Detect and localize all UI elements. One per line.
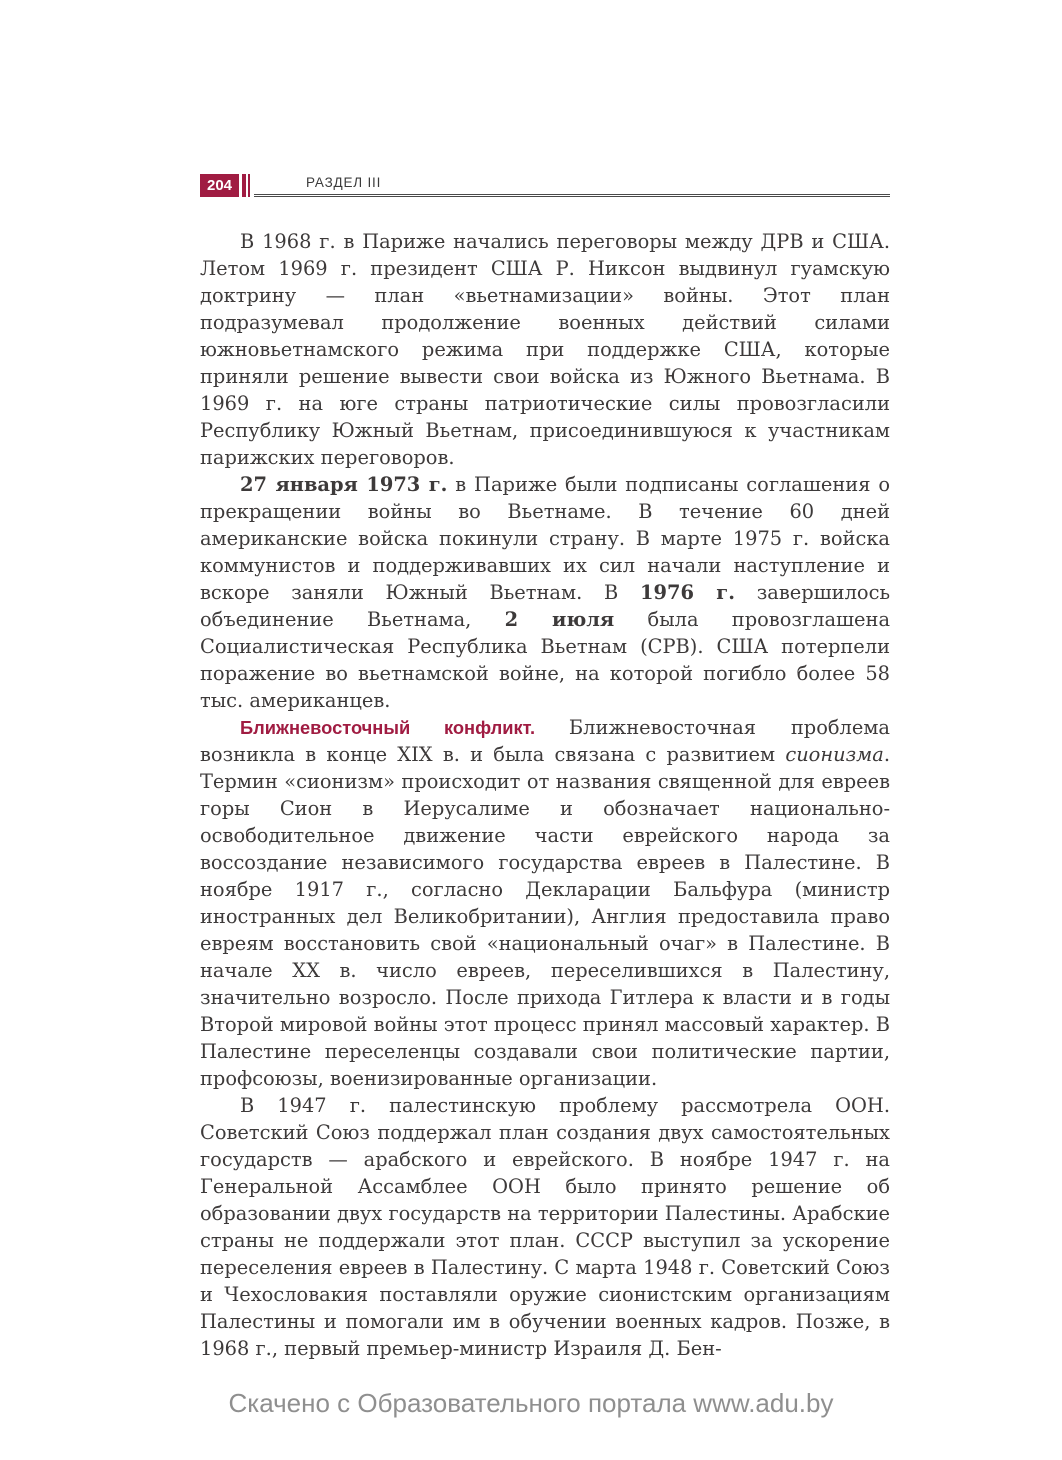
footer-watermark: Скачено с Образовательного портала www.adu.by xyxy=(228,1388,834,1418)
body-text xyxy=(200,228,890,1362)
ornament-bar-thick xyxy=(242,174,246,197)
header-ornament-bars xyxy=(242,174,250,197)
text-run: 2 июля xyxy=(504,608,615,631)
header-rule xyxy=(254,174,890,197)
text-run: 27 января 1973 г. xyxy=(240,473,448,496)
text-run: сионизма xyxy=(785,743,884,766)
run-in-heading: Ближневосточный конфликт. xyxy=(240,717,569,738)
page-header xyxy=(200,174,890,197)
page-number-badge: 204 xyxy=(200,174,239,197)
paragraph xyxy=(200,471,890,714)
text-run: в Париже были подписаны соглашения о прекращении войны во Вьетнаме. В течение 60 дней американские войска покинули страну. В марте 1975 г. войска коммунистов и поддерживавших их сил начали наступление и вскоре заняли Южный Вьетнам. В xyxy=(200,473,890,604)
paragraph xyxy=(200,1092,890,1362)
text-run: была провозглашена Социалистическая Республика Вьетнам (СРВ). США потерпели поражение во вьетнамской войне, на которой погибло более 58 тыс. американцев. xyxy=(200,608,891,712)
paragraph xyxy=(200,228,890,471)
text-run: В 1947 г. палестинскую проблему рассмотрела ООН. Советский Союз поддержал план создания двух самостоятельных государств — арабского и еврейского. В ноябре 1947 г. на Генеральной Ассамблее ООН было принято решение об образовании двух государств на территории Палестины. Арабские страны не поддержали этот план. СССР выступил за ускорение переселения евреев в Палестину. С марта 1948 г. Советский Союз и Чехословакия поставляли оружие сионистским организациям Палестины и помогали им в обучении военных кадров. Позже, в 1968 г., первый премьер-министр Израиля Д. Бен- xyxy=(200,1094,890,1360)
text-run: Ближневосточная проблема возникла в конце XIX в. и была связана с развитием xyxy=(200,716,890,766)
paragraph xyxy=(200,714,890,1092)
ornament-bar-thin xyxy=(248,174,250,197)
text-run: . Термин «сионизм» происходит от названия священной для евреев горы Сион в Иерусалиме и обозначает национально-освободительное движение части еврейского народа за воссоздание независимого государства евреев в Палестине. В ноябре 1917 г., согласно Декларации Бальфура (министр иностранных дел Великобритании), Англия предоставила право евреям восстановить свой «национальный очаг» в Палестине. В начале XX в. число евреев, переселившихся в Палестину, значительно возросло. После прихода Гитлера к власти и в годы Второй мировой войны этот процесс принял массовый характер. В Палестине переселенцы создавали свои политические партии, профсоюзы, военизированные организации. xyxy=(200,743,890,1090)
section-title: РАЗДЕЛ III xyxy=(306,175,382,190)
text-run: 1976 г. xyxy=(640,581,735,604)
text-run: завершилось объединение Вьетнама, xyxy=(200,581,891,631)
text-run: В 1968 г. в Париже начались переговоры между ДРВ и США. Летом 1969 г. президент США Р. Никсон выдвинул гуамскую доктрину — план «вьетнамизации» войны. Этот план подразумевал продолжение военных действий силами южновьетнамского режима при поддержке США, которые приняли решение вывести свои войска из Южного Вьетнама. В 1969 г. на юге страны патриотические силы провозгласили Республику Южный Вьетнам, присоединившуюся к участникам парижских переговоров. xyxy=(200,230,890,469)
